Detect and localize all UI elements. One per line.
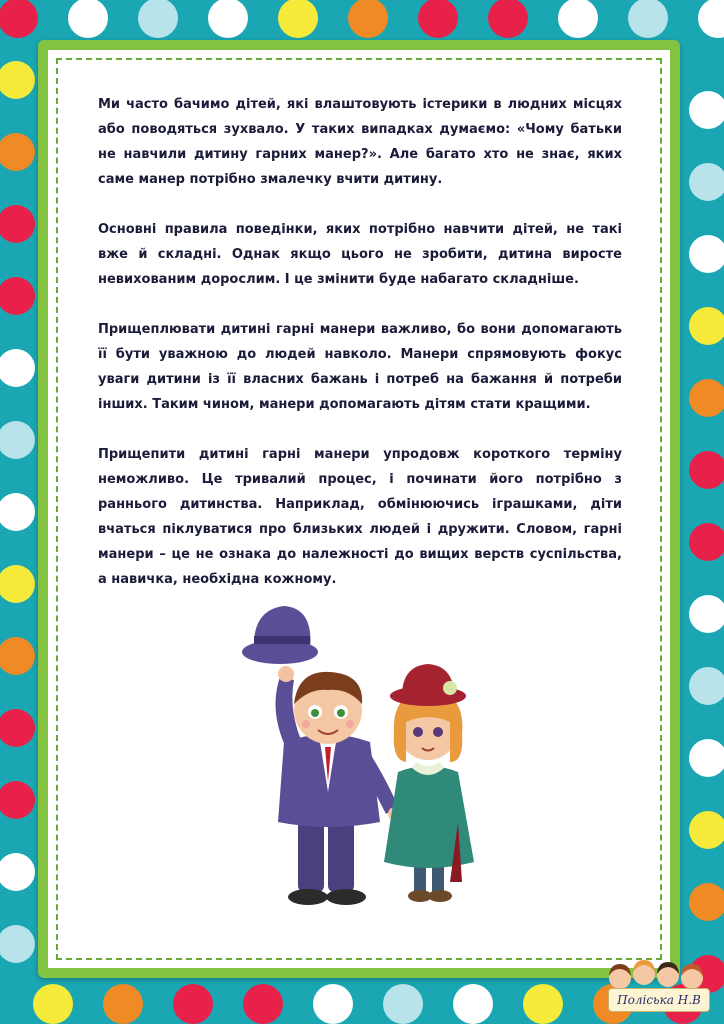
polka-dot <box>689 595 724 633</box>
polka-dot <box>628 0 668 38</box>
polka-dot <box>689 667 724 705</box>
girl-figure <box>384 664 474 902</box>
polka-dot <box>689 739 724 777</box>
polka-dot <box>0 709 35 747</box>
polka-dot <box>0 421 35 459</box>
polka-dot <box>278 0 318 38</box>
polka-dot <box>208 0 248 38</box>
polka-dot <box>313 984 353 1024</box>
polka-dot <box>33 984 73 1024</box>
polka-dot <box>68 0 108 38</box>
polka-dot <box>488 0 528 38</box>
polka-dot <box>689 379 724 417</box>
polka-dot <box>0 853 35 891</box>
polka-dot <box>689 811 724 849</box>
paragraph-1: Ми часто бачимо дітей, які влаштовують істерики в людних місцях або поводяться зухвало. У таких випадках думаємо: «Чому батьки не навчили дитину гарних манер?». Але багато хто не знає, яких саме манер потрібно змалечку вчити дитину. <box>98 97 622 187</box>
children-faces-logo-icon <box>598 956 714 992</box>
polka-dot <box>689 235 724 273</box>
polka-dot <box>689 163 724 201</box>
polka-dot <box>0 781 35 819</box>
polka-dot <box>173 984 213 1024</box>
polka-dot <box>689 451 724 489</box>
polka-dot <box>0 565 35 603</box>
polka-dot <box>689 883 724 921</box>
polka-dot <box>243 984 283 1024</box>
paragraph-4: Прищепити дитині гарні манери упродовж короткого терміну неможливо. Це тривалий процес, і починати його потрібно з раннього дитинства. Наприклад, обмінюючись іграшками, діти вчаться піклуватися про близьких людей і дружити. Словом, гарні манери – це не ознака до належності до вищих верств суспільства, а навичка, необхідна кожному. <box>98 447 622 587</box>
polka-dot <box>138 0 178 38</box>
polka-dot <box>0 277 35 315</box>
polka-dot <box>0 925 35 963</box>
polka-dot <box>383 984 423 1024</box>
polka-dot <box>689 307 724 345</box>
signature-label: Поліська Н.В <box>608 988 710 1012</box>
author-signature <box>598 956 714 1016</box>
polka-dot <box>0 349 35 387</box>
polka-dot <box>698 0 724 38</box>
polka-dot <box>558 0 598 38</box>
polka-dot <box>0 61 35 99</box>
polka-dot <box>348 0 388 38</box>
polka-dot <box>0 493 35 531</box>
polka-dot <box>523 984 563 1024</box>
polka-dot <box>689 523 724 561</box>
polka-dot <box>418 0 458 38</box>
paragraph-3: Прищеплювати дитині гарні манери важливо, бо вони допомагають її бути уважною до людей навколо. Манери спрямовують фокус уваги дитини із її власних бажань і потреб на бажання й потреби інших. Таким чином, манери допомагають дітям стати кращими. <box>98 322 622 412</box>
article-text <box>98 92 622 617</box>
polka-dot <box>0 133 35 171</box>
polka-dot <box>103 984 143 1024</box>
paragraph-2: Основні правила поведінки, яких потрібно навчити дітей, не такі вже й складні. Однак якщо цього не зробити, дитина виросте невихованим дорослим. І це змінити буде набагато складніше. <box>98 222 622 287</box>
polka-dot <box>453 984 493 1024</box>
children-illustration <box>188 592 478 922</box>
polka-dot <box>689 91 724 129</box>
boy-figure <box>242 606 402 905</box>
polka-dot <box>0 637 35 675</box>
polka-dot <box>0 205 35 243</box>
polka-dot <box>0 0 38 38</box>
